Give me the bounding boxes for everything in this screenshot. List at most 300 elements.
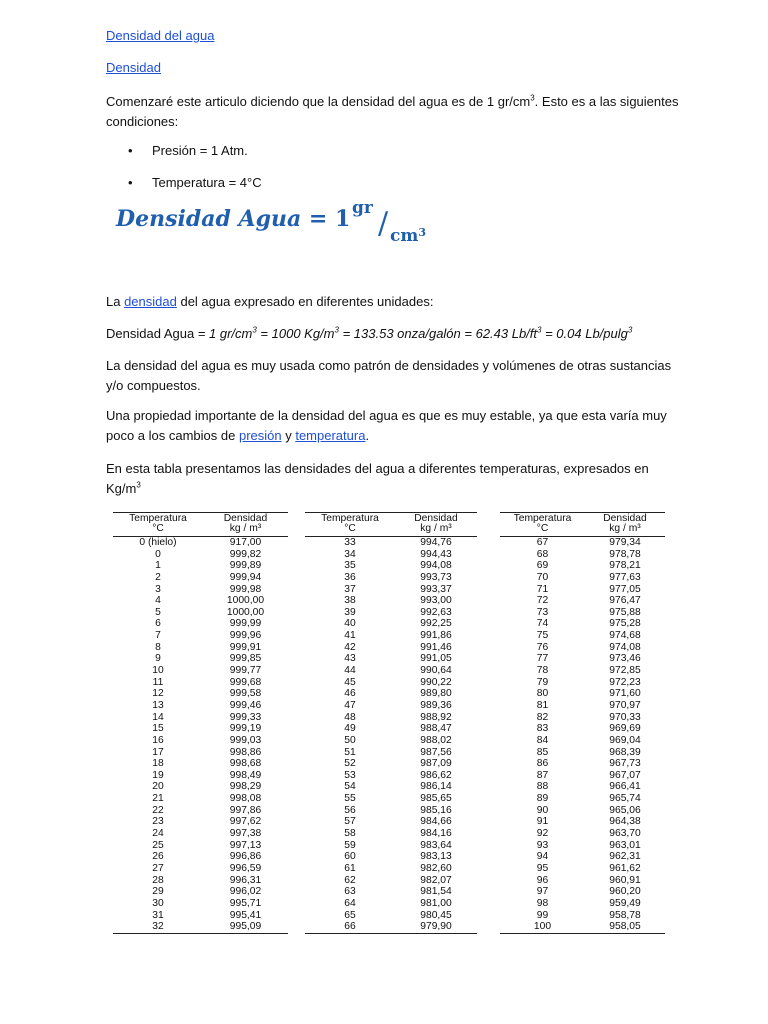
cell-temperature: 27 <box>152 862 164 874</box>
cell-temperature: 86 <box>536 758 549 770</box>
cell-density: 997,86 <box>229 804 262 816</box>
cell-density: 917,00 <box>229 537 262 548</box>
cell-density: 1000,00 <box>226 606 265 618</box>
cell-temperature: 41 <box>344 630 356 642</box>
cell-density: 986,14 <box>420 781 452 793</box>
table-row <box>113 723 288 735</box>
header-densidad: Densidad <box>223 513 268 524</box>
cell-temperature: 23 <box>152 816 164 828</box>
table-row <box>113 875 288 887</box>
cell-density: 992,25 <box>420 618 452 630</box>
header-temp-unit: °C <box>536 523 549 534</box>
link-temperatura[interactable]: temperatura <box>295 428 366 443</box>
cell-temperature: 54 <box>344 781 356 793</box>
table-row <box>500 851 665 863</box>
cell-density: 999,89 <box>229 560 262 572</box>
cell-temperature: 17 <box>152 746 164 758</box>
table-row <box>500 712 665 724</box>
table-row <box>305 851 477 863</box>
cell-temperature: 65 <box>344 909 356 921</box>
table-row <box>500 793 665 805</box>
cell-density: 991,86 <box>420 630 452 642</box>
cell-density: 983,64 <box>420 839 452 851</box>
bullet-icon: • <box>128 175 133 190</box>
table-row <box>305 840 477 852</box>
table-row <box>305 781 477 793</box>
table-row <box>113 898 288 910</box>
table-row <box>113 828 288 840</box>
table-row <box>500 653 665 665</box>
density-table-2 <box>305 512 477 934</box>
table-row <box>305 863 477 875</box>
table-row <box>500 816 665 828</box>
table-row <box>305 747 477 759</box>
table-row <box>305 572 477 584</box>
cell-density: 987,09 <box>420 758 452 770</box>
cell-temperature: 46 <box>344 688 356 700</box>
cell-density: 972,85 <box>609 665 641 677</box>
table-row <box>305 642 477 654</box>
table-row <box>305 537 477 549</box>
cell-density: 984,66 <box>420 816 452 828</box>
table-row <box>500 700 665 712</box>
cell-temperature: 24 <box>152 828 164 840</box>
table-row <box>500 595 665 607</box>
table-row <box>113 665 288 677</box>
table-row <box>500 758 665 770</box>
table-row <box>113 572 288 584</box>
cell-density: 995,09 <box>229 921 262 933</box>
cell-density: 981,54 <box>420 886 452 898</box>
cell-density: 998,86 <box>229 746 262 758</box>
cell-temperature: 80 <box>536 688 549 700</box>
table-row <box>500 921 665 934</box>
table-row <box>113 793 288 805</box>
table-body <box>500 537 665 934</box>
table-row <box>500 781 665 793</box>
table-row <box>500 805 665 817</box>
table-row <box>500 898 665 910</box>
table-row <box>113 840 288 852</box>
cell-temperature: 88 <box>536 781 549 793</box>
tabla-paragraph: En esta tabla presentamos las densidades del agua a diferentes temperaturas, expresados en $Kg/m^3$ <box>106 461 649 496</box>
table-row <box>305 677 477 689</box>
cell-temperature: 16 <box>152 734 164 746</box>
cell-density: 993,37 <box>420 583 452 595</box>
cell-temperature: 96 <box>536 874 549 886</box>
cell-density: 973,46 <box>609 653 641 665</box>
table-row <box>500 572 665 584</box>
cell-temperature: 55 <box>344 793 356 805</box>
cell-density: 999,91 <box>229 641 262 653</box>
cell-temperature: 53 <box>344 769 356 781</box>
table-row <box>305 595 477 607</box>
header-dens-unit: kg / m³ <box>420 523 452 534</box>
cell-density: 992,63 <box>420 606 452 618</box>
cell-density: 970,97 <box>609 699 641 711</box>
cell-density: 969,69 <box>609 723 641 735</box>
cell-temperature: 94 <box>536 851 549 863</box>
cell-density: 959,49 <box>609 897 641 909</box>
table-body <box>113 537 288 934</box>
cell-temperature: 75 <box>536 630 549 642</box>
header-temperatura: Temperatura <box>129 513 187 524</box>
cell-density: 967,07 <box>609 769 641 781</box>
table-row <box>113 910 288 922</box>
cell-temperature: 58 <box>344 828 356 840</box>
cell-temperature: 6 <box>155 618 161 630</box>
cell-density: 999,82 <box>229 548 262 560</box>
cell-density: 998,49 <box>229 769 262 781</box>
cell-density: 993,00 <box>420 595 452 607</box>
cell-density: 1000,00 <box>226 595 265 607</box>
table-header <box>113 512 288 537</box>
cell-density: 988,47 <box>420 723 452 735</box>
cell-temperature: 79 <box>536 676 549 688</box>
cell-temperature: 39 <box>344 606 356 618</box>
cell-density: 965,74 <box>609 793 641 805</box>
header-dens-unit: kg / m³ <box>609 523 641 534</box>
table-header <box>305 512 477 537</box>
cell-density: 990,22 <box>420 676 452 688</box>
cell-density: 998,29 <box>229 781 262 793</box>
cell-temperature: 89 <box>536 793 549 805</box>
cell-temperature: 85 <box>536 746 549 758</box>
cell-temperature: 84 <box>536 734 549 746</box>
cell-temperature: 3 <box>155 583 161 595</box>
table-row <box>113 863 288 875</box>
cell-density: 987,56 <box>420 746 452 758</box>
cell-temperature: 76 <box>536 641 549 653</box>
cell-temperature: 97 <box>536 886 549 898</box>
table-row <box>305 875 477 887</box>
cell-density: 985,16 <box>420 804 452 816</box>
cell-temperature: 36 <box>344 571 356 583</box>
cell-temperature: 12 <box>152 688 164 700</box>
table-row <box>305 712 477 724</box>
table-row <box>113 595 288 607</box>
cell-density: 990,64 <box>420 665 452 677</box>
table-row <box>500 747 665 759</box>
cell-temperature: 91 <box>536 816 549 828</box>
table-row <box>113 688 288 700</box>
cell-temperature: 14 <box>152 711 164 723</box>
cell-density: 963,70 <box>609 828 641 840</box>
table-row <box>305 618 477 630</box>
table-row <box>113 781 288 793</box>
cell-temperature: 66 <box>344 921 356 933</box>
cell-density: 962,31 <box>609 851 641 863</box>
cell-temperature: 13 <box>152 699 164 711</box>
cell-temperature: 70 <box>536 571 549 583</box>
header-temperatura: Temperatura <box>321 513 379 524</box>
cell-temperature: 100 <box>533 921 552 933</box>
cell-temperature: 44 <box>344 665 356 677</box>
cell-temperature: 31 <box>152 909 164 921</box>
cell-density: 999,46 <box>229 699 262 711</box>
table-row <box>305 921 477 934</box>
cell-density: 974,68 <box>609 630 641 642</box>
table-row <box>500 560 665 572</box>
table-row <box>305 584 477 596</box>
table-row <box>500 642 665 654</box>
table-row <box>500 607 665 619</box>
cell-density: 967,73 <box>609 758 641 770</box>
cell-temperature: 25 <box>152 839 164 851</box>
cell-density: 999,77 <box>229 665 262 677</box>
cell-density: 999,96 <box>229 630 262 642</box>
cell-temperature: 93 <box>536 839 549 851</box>
table-row <box>500 618 665 630</box>
table-row <box>500 828 665 840</box>
cell-temperature: 34 <box>344 548 356 560</box>
cell-density: 978,21 <box>609 560 641 572</box>
cell-temperature: 77 <box>536 653 549 665</box>
cell-density: 963,01 <box>609 839 641 851</box>
table-row <box>305 770 477 782</box>
cell-density: 968,39 <box>609 746 641 758</box>
cell-density: 997,38 <box>229 828 262 840</box>
cell-temperature: 35 <box>344 560 356 572</box>
cell-temperature: 26 <box>152 851 164 863</box>
table-row <box>113 735 288 747</box>
cell-temperature: 4 <box>155 595 161 607</box>
cell-temperature: 10 <box>152 665 164 677</box>
cell-density: 999,94 <box>229 571 262 583</box>
table-row <box>305 910 477 922</box>
table-row <box>113 653 288 665</box>
density-table-1 <box>113 512 288 934</box>
cell-temperature: 87 <box>536 769 549 781</box>
table-row <box>113 851 288 863</box>
cell-density: 994,43 <box>420 548 452 560</box>
cell-density: 977,63 <box>609 571 641 583</box>
cell-temperature: 15 <box>152 723 164 735</box>
table-row <box>500 735 665 747</box>
table-row <box>305 793 477 805</box>
units-equation: Densidad Agua = 1 $gr/cm^3 = 1000$ $Kg/m^3 = 133.53$ onza/galón = 62.43 $Lb/ft^3 = 0.04$ Lb/pulg$^3$ <box>106 325 633 341</box>
table-row <box>113 560 288 572</box>
cell-temperature: 49 <box>344 723 356 735</box>
link-densidad[interactable]: Densidad <box>106 60 161 75</box>
cell-temperature: 48 <box>344 711 356 723</box>
cell-temperature: 95 <box>536 862 549 874</box>
cell-density: 999,99 <box>229 618 262 630</box>
table-row <box>305 898 477 910</box>
cell-density: 997,13 <box>229 839 262 851</box>
table-row <box>305 700 477 712</box>
cell-density: 998,68 <box>229 758 262 770</box>
cell-density: 989,80 <box>420 688 452 700</box>
cell-temperature: 63 <box>344 886 356 898</box>
cell-temperature: 0 <box>155 548 161 560</box>
table-row <box>500 677 665 689</box>
cell-temperature: 2 <box>155 571 161 583</box>
cell-temperature: 11 <box>152 676 164 688</box>
cell-density: 999,33 <box>229 711 262 723</box>
table-row <box>305 653 477 665</box>
header-densidad: Densidad <box>603 513 647 524</box>
cell-density: 998,08 <box>229 793 262 805</box>
table-row <box>305 665 477 677</box>
cell-temperature: 92 <box>536 828 549 840</box>
cell-density: 971,60 <box>609 688 641 700</box>
cell-temperature: 57 <box>344 816 356 828</box>
cell-density: 978,78 <box>609 548 641 560</box>
table-row <box>113 700 288 712</box>
cell-density: 974,08 <box>609 641 641 653</box>
cell-temperature: 20 <box>152 781 164 793</box>
table-row <box>305 723 477 735</box>
cell-temperature: 21 <box>152 793 164 805</box>
table-row <box>113 537 288 549</box>
cell-temperature: 28 <box>152 874 164 886</box>
cell-temperature: 22 <box>152 804 164 816</box>
table-body <box>305 537 477 934</box>
cell-temperature: 0 (hielo) <box>139 537 177 548</box>
header-densidad: Densidad <box>414 513 458 524</box>
cell-temperature: 74 <box>536 618 549 630</box>
table-row <box>305 607 477 619</box>
table-row <box>500 630 665 642</box>
cell-temperature: 90 <box>536 804 549 816</box>
cell-temperature: 60 <box>344 851 356 863</box>
cell-temperature: 30 <box>152 897 164 909</box>
table-row <box>305 549 477 561</box>
cell-density: 983,13 <box>420 851 452 863</box>
cell-temperature: 98 <box>536 897 549 909</box>
table-row <box>305 816 477 828</box>
cell-density: 976,47 <box>609 595 641 607</box>
cell-density: 980,45 <box>420 909 452 921</box>
bullet-icon: • <box>128 143 133 158</box>
cell-density: 996,02 <box>229 886 262 898</box>
table-row <box>500 770 665 782</box>
table-row <box>305 560 477 572</box>
cell-temperature: 73 <box>536 606 549 618</box>
table-row <box>500 688 665 700</box>
cell-density: 996,86 <box>229 851 262 863</box>
cell-density: 991,46 <box>420 641 452 653</box>
link-presion[interactable]: presión <box>238 428 282 443</box>
cell-density: 997,62 <box>229 816 262 828</box>
cell-temperature: 47 <box>344 699 356 711</box>
cell-density: 988,02 <box>420 734 452 746</box>
cell-temperature: 5 <box>155 606 161 618</box>
table-row <box>113 642 288 654</box>
cell-temperature: 18 <box>152 758 164 770</box>
table-row <box>500 665 665 677</box>
cell-temperature: 7 <box>155 630 161 642</box>
cell-density: 999,68 <box>229 676 262 688</box>
cell-density: 988,92 <box>420 711 452 723</box>
cell-density: 985,65 <box>420 793 452 805</box>
link-densidad-inline[interactable]: densidad <box>124 294 177 309</box>
cell-temperature: 29 <box>152 886 164 898</box>
cell-temperature: 67 <box>536 537 549 548</box>
table-row <box>500 840 665 852</box>
table-row <box>113 677 288 689</box>
cell-density: 964,38 <box>609 816 641 828</box>
table-row <box>305 688 477 700</box>
cell-density: 994,76 <box>420 537 452 548</box>
cell-density: 975,28 <box>609 618 641 630</box>
cell-temperature: 9 <box>155 653 161 665</box>
cell-temperature: 56 <box>344 804 356 816</box>
table-row <box>500 863 665 875</box>
table-row <box>113 816 288 828</box>
cell-temperature: 99 <box>536 909 549 921</box>
cell-temperature: 82 <box>536 711 549 723</box>
bullet-temperatura: Temperatura = 4°C <box>152 175 262 190</box>
cell-density: 975,88 <box>609 606 641 618</box>
bullet-presion: Presión = 1 Atm. <box>152 143 248 158</box>
cell-density: 995,71 <box>229 897 262 909</box>
table-row <box>500 537 665 549</box>
cell-density: 982,07 <box>420 874 452 886</box>
header-temperatura: Temperatura <box>513 513 572 524</box>
cell-density: 966,41 <box>609 781 641 793</box>
table-row <box>113 921 288 934</box>
link-densidad-del-agua[interactable]: Densidad del agua <box>106 28 215 43</box>
cell-temperature: 19 <box>152 769 164 781</box>
cell-density: 981,00 <box>420 897 452 909</box>
table-row <box>305 805 477 817</box>
cell-density: 999,85 <box>229 653 262 665</box>
cell-temperature: 45 <box>344 676 356 688</box>
cell-temperature: 61 <box>344 862 356 874</box>
header-temp-unit: °C <box>152 523 164 534</box>
cell-density: 977,05 <box>609 583 641 595</box>
cell-temperature: 72 <box>536 595 549 607</box>
cell-temperature: 71 <box>536 583 549 595</box>
units-intro-paragraph: La densidad del agua expresado en diferentes unidades: <box>106 294 434 309</box>
table-row <box>113 758 288 770</box>
cell-temperature: 78 <box>536 665 549 677</box>
table-row <box>305 630 477 642</box>
cell-density: 991,05 <box>420 653 452 665</box>
table-row <box>500 875 665 887</box>
cell-density: 960,91 <box>609 874 641 886</box>
table-row <box>113 630 288 642</box>
table-row <box>500 910 665 922</box>
table-row <box>500 584 665 596</box>
patron-paragraph: La densidad del agua es muy usada como patrón de densidades y volúmenes de otras sustancias y/o compuestos. <box>106 358 672 393</box>
table-row <box>113 805 288 817</box>
cell-temperature: 69 <box>536 560 549 572</box>
cell-density: 961,62 <box>609 862 641 874</box>
cell-temperature: 38 <box>344 595 356 607</box>
cell-temperature: 59 <box>344 839 356 851</box>
cell-density: 965,06 <box>609 804 641 816</box>
table-row <box>113 549 288 561</box>
table-row <box>113 886 288 898</box>
cell-density: 986,62 <box>420 769 452 781</box>
table-row <box>500 723 665 735</box>
cell-temperature: 8 <box>155 641 161 653</box>
table-row <box>113 747 288 759</box>
cell-temperature: 40 <box>344 618 356 630</box>
cell-density: 995,41 <box>229 909 262 921</box>
header-dens-unit: kg / m³ <box>229 523 262 534</box>
cell-density: 994,08 <box>420 560 452 572</box>
cell-density: 999,98 <box>229 583 262 595</box>
table-row <box>500 549 665 561</box>
table-row <box>305 735 477 747</box>
cell-density: 984,16 <box>420 828 452 840</box>
cell-density: 969,04 <box>609 734 641 746</box>
cell-temperature: 83 <box>536 723 549 735</box>
